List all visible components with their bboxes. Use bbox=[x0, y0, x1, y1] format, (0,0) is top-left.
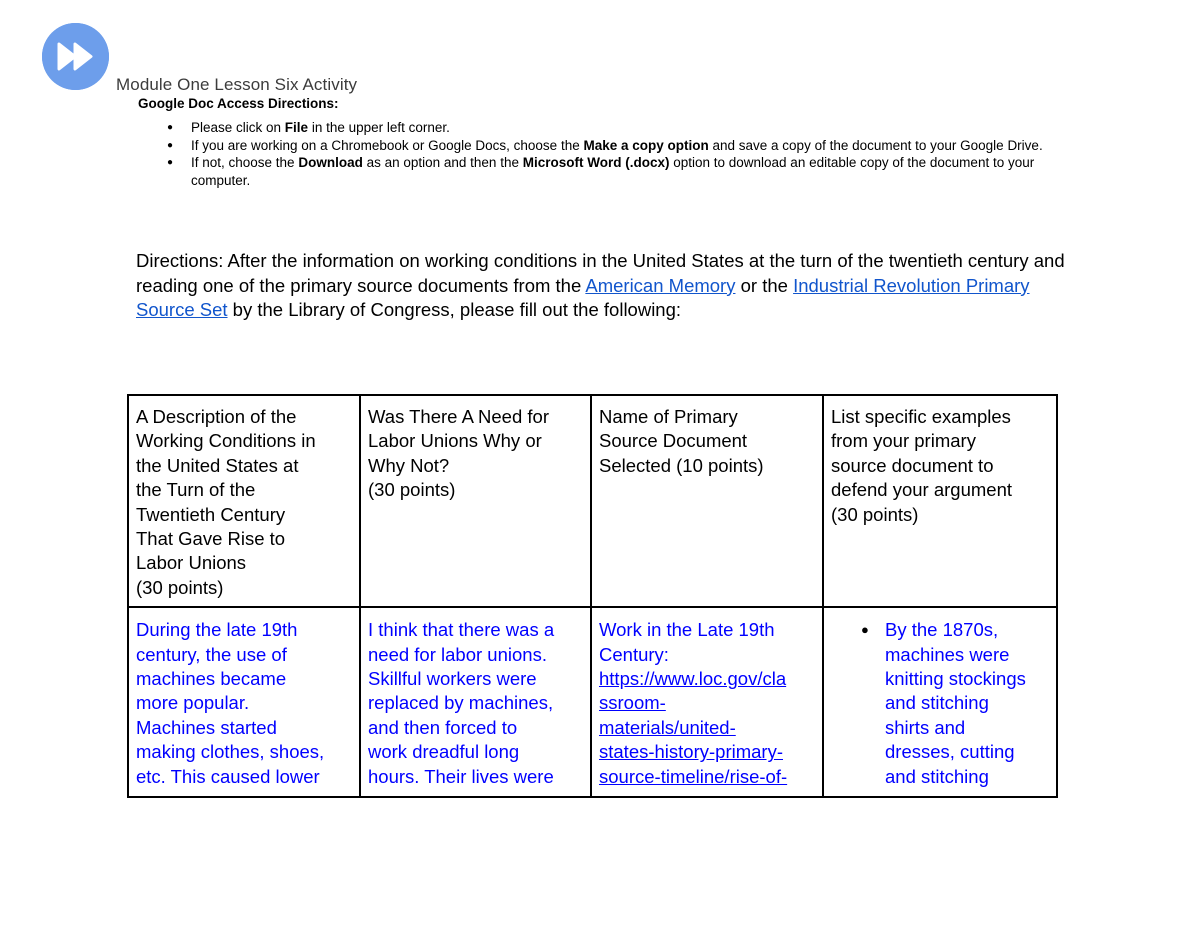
list-item: ● Please click on File in the upper left corner. bbox=[167, 120, 450, 135]
fast-forward-icon bbox=[42, 23, 109, 90]
answer-cell-examples[interactable] bbox=[823, 607, 1057, 797]
table-row bbox=[128, 607, 1057, 797]
header-cell-source-name: Name of Primary Source Document Selected (10 points) bbox=[591, 395, 823, 607]
activity-table bbox=[127, 394, 1058, 798]
answer-cell-description[interactable]: During the late 19th century, the use of machines became more popular. Machines started making clothes, shoes, etc. This caused lower bbox=[128, 607, 360, 797]
bullet-icon: ● bbox=[167, 157, 174, 168]
access-directions-heading: Google Doc Access Directions: bbox=[138, 96, 339, 111]
answer-cell-source-name[interactable]: Work in the Late 19th Century: https://www.loc.gov/cla ssroom- materials/united- states-history-primary- source-timeline/rise-of- bbox=[591, 607, 823, 797]
bullet-icon: ● bbox=[167, 139, 174, 151]
directions-paragraph: Directions: After the information on working conditions in the United States at the turn of the twentieth century and reading one of the primary source documents from the American Memory or the Industrial Revolution Primary Source Set by the Library of Congress, please fill out the following: bbox=[136, 250, 1065, 321]
examples-list bbox=[831, 618, 1050, 789]
header-cell-description: A Description of the Working Conditions in the United States at the Turn of the Twentieth Century That Gave Rise to Labor Unions (30 points) bbox=[128, 395, 360, 607]
list-item: ● By the 1870s, machines were knitting stockings and stitching shirts and dresses, cutting and stitching bbox=[861, 619, 1026, 787]
access-directions-list bbox=[167, 119, 1067, 189]
bullet-icon: ● bbox=[167, 122, 174, 133]
page-title: Module One Lesson Six Activity bbox=[116, 75, 358, 94]
list-item: ● If you are working on a Chromebook or Google Docs, choose the Make a copy option and save a copy of the document to your Google Drive. bbox=[167, 137, 1043, 153]
header-cell-need: Was There A Need for Labor Unions Why or Why Not? (30 points) bbox=[360, 395, 591, 607]
bullet-icon: ● bbox=[861, 622, 869, 638]
primary-source-set-link[interactable]: Industrial Revolution Primary Source Set bbox=[136, 274, 1030, 321]
primary-source-url-link[interactable]: https://www.loc.gov/cla ssroom- materials/united- states-history-primary- source-timeline/rise-of- bbox=[599, 668, 788, 787]
table-header-row bbox=[128, 395, 1057, 607]
list-item: ● If not, choose the Download as an option and then the Microsoft Word (.docx) option to download an editable copy of the document to your computer. bbox=[167, 155, 1035, 188]
header-cell-examples: List specific examples from your primary source document to defend your argument (30 points) bbox=[823, 395, 1057, 607]
american-memory-link[interactable]: American Memory bbox=[585, 274, 736, 296]
answer-cell-need[interactable]: I think that there was a need for labor unions. Skillful workers were replaced by machines, and then forced to work dreadful long hours. Their lives were bbox=[360, 607, 591, 797]
